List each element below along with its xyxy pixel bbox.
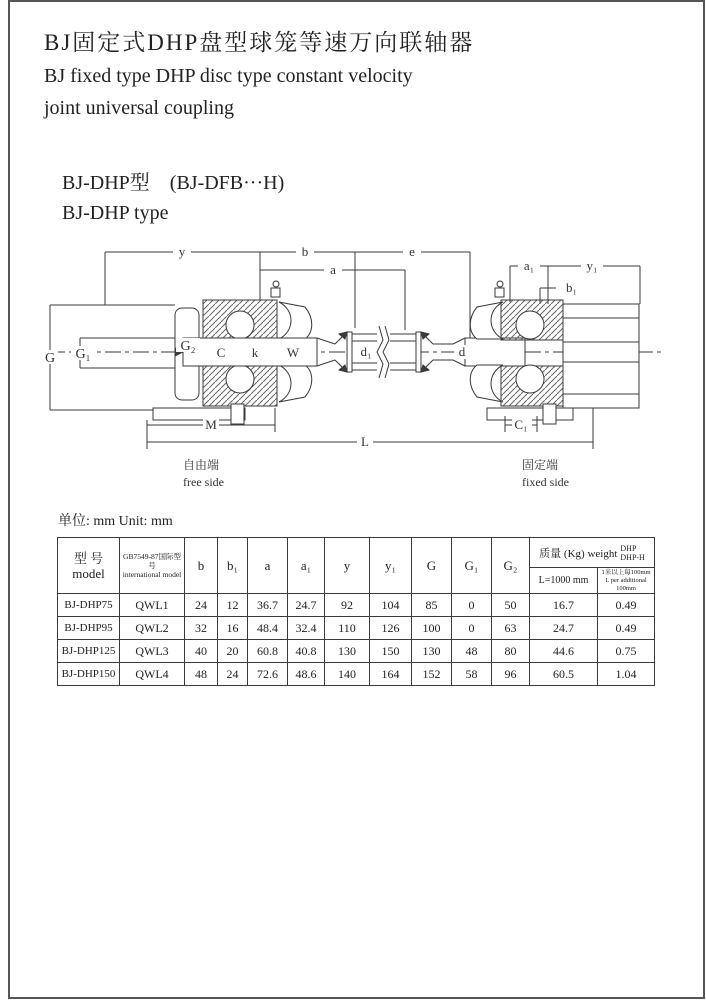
cell-G1: 48 xyxy=(452,640,492,663)
cell-w1: 44.6 xyxy=(530,640,598,663)
cell-a1: 40.8 xyxy=(288,640,325,663)
cell-a1: 32.4 xyxy=(288,617,325,640)
col-header-l1000: L=1000 mm xyxy=(530,568,598,594)
cell-G1: 0 xyxy=(452,617,492,640)
cell-b1: 24 xyxy=(218,663,248,686)
title-block xyxy=(44,26,474,124)
cell-b: 40 xyxy=(185,640,218,663)
dim-label-G1: G₁ xyxy=(75,347,91,362)
cell-G: 152 xyxy=(412,663,452,686)
table-row xyxy=(58,594,655,617)
free-side-label-en: free side xyxy=(183,475,224,489)
col-header-international-model xyxy=(120,538,185,594)
spec-table xyxy=(57,537,655,686)
cell-b1: 16 xyxy=(218,617,248,640)
col-header-per-additional-en: L per additional 100mm xyxy=(605,576,647,592)
col-header-a: a xyxy=(248,538,288,594)
unit-note: 单位: mm Unit: mm xyxy=(58,514,173,529)
cell-G2: 50 xyxy=(492,594,530,617)
table-row xyxy=(58,663,655,686)
cell-b1: 20 xyxy=(218,640,248,663)
cell-model: BJ-DHP75 xyxy=(58,594,120,617)
cell-G1: 58 xyxy=(452,663,492,686)
col-header-intl-zh: GB7549-87国际型号 xyxy=(123,552,181,570)
dim-label-C: C xyxy=(216,345,226,360)
cell-intl: QWL1 xyxy=(120,594,185,617)
cell-w2: 0.75 xyxy=(598,640,655,663)
col-header-G2: G₂ xyxy=(492,538,530,594)
fixed-side-label-en: fixed side xyxy=(522,475,569,489)
weight-dhp: DHP xyxy=(620,543,637,553)
dim-label-b1: b₁ xyxy=(566,280,578,295)
cell-G: 100 xyxy=(412,617,452,640)
cell-y: 92 xyxy=(325,594,370,617)
dim-label-b: b xyxy=(301,244,309,259)
cell-y1: 126 xyxy=(370,617,412,640)
cell-intl: QWL4 xyxy=(120,663,185,686)
cell-w1: 60.5 xyxy=(530,663,598,686)
dim-label-y: y xyxy=(178,244,186,259)
cell-b1: 12 xyxy=(218,594,248,617)
dim-label-W: W xyxy=(286,345,300,360)
dim-label-L: L xyxy=(361,434,369,449)
cell-a: 60.8 xyxy=(248,640,288,663)
col-header-G: G xyxy=(412,538,452,594)
spec-table-body xyxy=(58,594,655,686)
col-header-model xyxy=(58,538,120,594)
col-header-per-additional-zh: 1米以上每100mm xyxy=(601,568,651,576)
cell-y: 110 xyxy=(325,617,370,640)
cell-G: 130 xyxy=(412,640,452,663)
cell-y: 140 xyxy=(325,663,370,686)
cell-w2: 1.04 xyxy=(598,663,655,686)
dim-label-C1: C₁ xyxy=(514,417,528,432)
cell-a: 72.6 xyxy=(248,663,288,686)
col-header-a1: a₁ xyxy=(288,538,325,594)
col-header-weight xyxy=(530,538,655,568)
cell-a: 48.4 xyxy=(248,617,288,640)
dim-label-G: G xyxy=(44,351,56,366)
cell-intl: QWL3 xyxy=(120,640,185,663)
cell-model: BJ-DHP150 xyxy=(58,663,120,686)
cell-b: 48 xyxy=(185,663,218,686)
col-header-model-zh: 型 号 xyxy=(73,550,104,566)
cell-y1: 150 xyxy=(370,640,412,663)
model-designation-zh: BJ-DHP型 (BJ-DFB···H) xyxy=(62,172,285,194)
cell-model: BJ-DHP125 xyxy=(58,640,120,663)
cell-a1: 24.7 xyxy=(288,594,325,617)
cell-b: 32 xyxy=(185,617,218,640)
dim-label-a: a xyxy=(330,262,336,277)
cell-G2: 96 xyxy=(492,663,530,686)
dim-label-G2: G₂ xyxy=(180,339,196,354)
cell-G2: 80 xyxy=(492,640,530,663)
dim-label-k: k xyxy=(251,345,259,360)
cell-y1: 164 xyxy=(370,663,412,686)
dim-label-a1: a₁ xyxy=(523,258,535,273)
model-designation-en: BJ-DHP type xyxy=(62,202,169,224)
cell-y: 130 xyxy=(325,640,370,663)
table-row xyxy=(58,617,655,640)
model-block xyxy=(62,168,284,228)
cell-model: BJ-DHP95 xyxy=(58,617,120,640)
cell-y1: 104 xyxy=(370,594,412,617)
dim-label-y1: y₁ xyxy=(586,258,598,273)
col-header-b1: b₁ xyxy=(218,538,248,594)
cell-a: 36.7 xyxy=(248,594,288,617)
technical-drawing xyxy=(35,238,675,503)
cell-G: 85 xyxy=(412,594,452,617)
cell-w2: 0.49 xyxy=(598,617,655,640)
cell-w1: 24.7 xyxy=(530,617,598,640)
page-title-en-1: BJ fixed type DHP disc type constant velocity xyxy=(44,65,413,87)
cell-w1: 16.7 xyxy=(530,594,598,617)
page-title-zh: BJ固定式DHP盘型球笼等速万向联轴器 xyxy=(44,30,475,55)
cell-w2: 0.49 xyxy=(598,594,655,617)
col-header-intl-en: international model xyxy=(122,570,182,579)
col-header-y: y xyxy=(325,538,370,594)
table-row xyxy=(58,640,655,663)
page-title-en-2: joint universal coupling xyxy=(44,97,234,119)
dim-label-d: d xyxy=(458,344,466,359)
dim-label-d1: d₁ xyxy=(360,344,372,359)
weight-dhp-h: DHP-H xyxy=(620,552,645,562)
dim-label-M: M xyxy=(205,417,217,432)
cell-G1: 0 xyxy=(452,594,492,617)
cell-intl: QWL2 xyxy=(120,617,185,640)
cell-b: 24 xyxy=(185,594,218,617)
cell-a1: 48.6 xyxy=(288,663,325,686)
coupling-drawing-svg xyxy=(35,238,675,503)
weight-label: 质量 (Kg) weight xyxy=(539,547,618,560)
dim-label-e: e xyxy=(409,244,415,259)
free-side-label-zh: 自由端 xyxy=(183,458,220,472)
cell-G2: 63 xyxy=(492,617,530,640)
col-header-b: b xyxy=(185,538,218,594)
col-header-y1: y₁ xyxy=(370,538,412,594)
col-header-per-additional xyxy=(598,568,655,594)
col-header-model-en: model xyxy=(72,565,105,581)
col-header-G1: G₁ xyxy=(452,538,492,594)
fixed-side-label-zh: 固定端 xyxy=(522,458,559,472)
